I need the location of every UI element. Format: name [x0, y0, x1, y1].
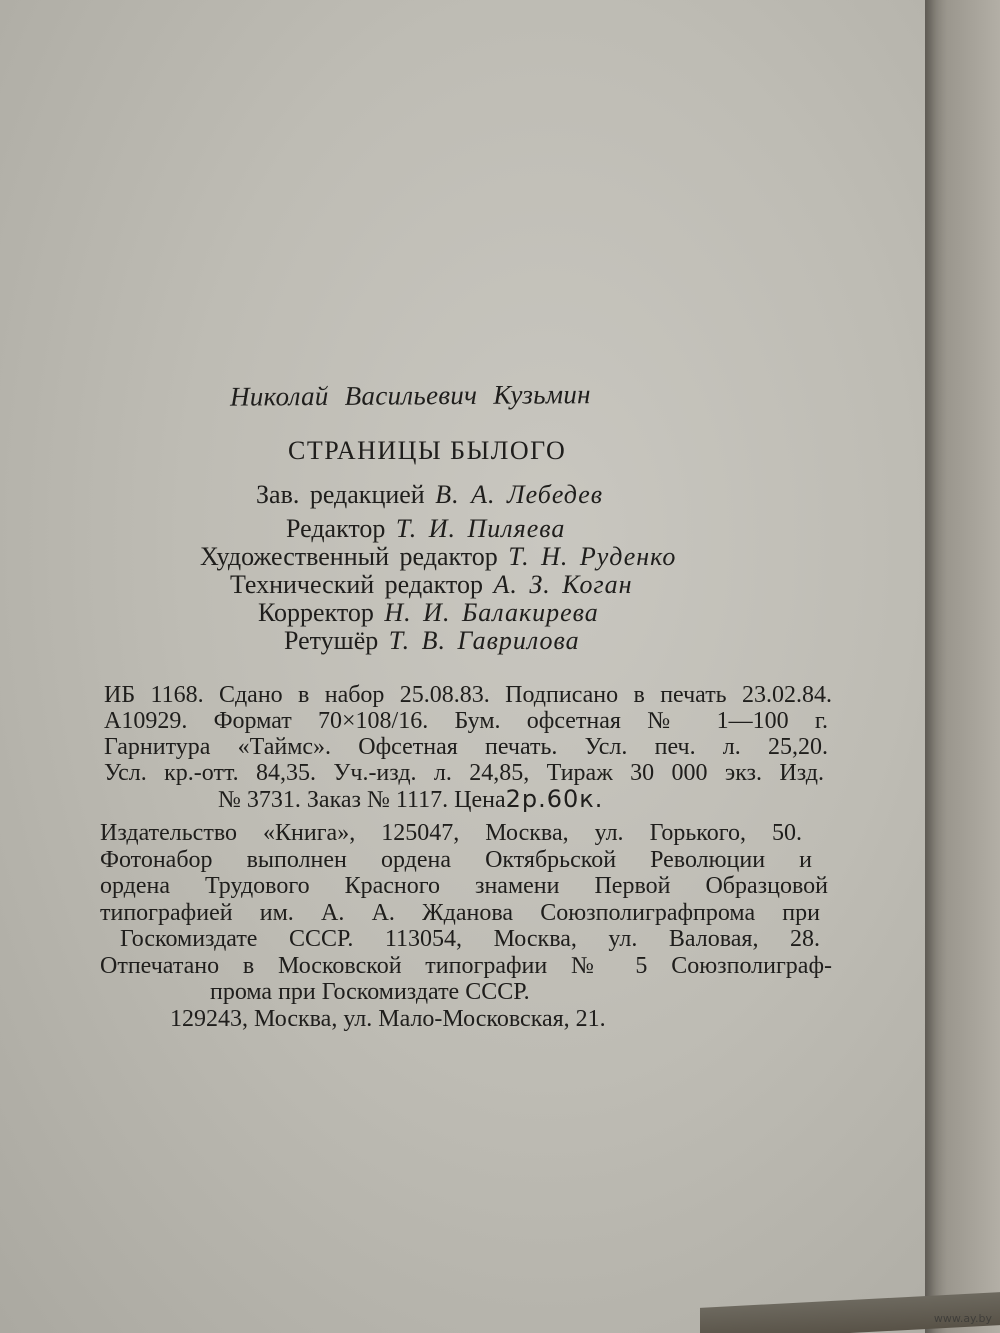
credit-line [284, 626, 580, 656]
publisher-line: Госкомиздате СССР. 113054, Москва, ул. Валовая, 28. [120, 926, 820, 952]
publisher-block [100, 820, 840, 1032]
credit-role: Ретушёр [284, 626, 379, 655]
imprint-line: ИБ 1168. Сдано в набор 25.08.83. Подписано в печать 23.02.84. [104, 682, 832, 708]
imprint-price-text: № 3731. Заказ № 1117. Цена [218, 787, 506, 813]
credit-line [256, 480, 603, 510]
publisher-line: типографией им. А. А. Жданова Союзполиграфпрома при [100, 899, 820, 926]
imprint-line: Усл. кр.-отт. 84,35. Уч.-изд. л. 24,85, Тираж 30 000 экз. Изд. [104, 760, 824, 786]
imprint-block [104, 682, 844, 813]
credit-role: Художественный редактор [200, 542, 498, 571]
imprint-line: А10929. Формат 70×108/16. Бум. офсетная № 1—100 г. [104, 708, 828, 734]
credit-name: Т. И. Пиляева [395, 514, 566, 543]
page-edge [925, 0, 1000, 1333]
credit-name: Н. И. Балакирева [384, 598, 599, 627]
publisher-line: прома при Госкомиздате СССР. [210, 979, 530, 1005]
publisher-line: Отпечатано в Московской типографии № 5 Союзполиграф- [100, 952, 832, 979]
credit-role: Корректор [258, 598, 374, 627]
author-name: Николай Васильевич Кузьмин [229, 379, 591, 412]
credit-role: Редактор [286, 514, 386, 543]
publisher-line: Фотонабор выполнен ордена Октябрьской Революции и [100, 846, 812, 873]
credit-role: Технический редактор [230, 570, 483, 599]
credit-line [258, 598, 599, 628]
credit-name: А. З. Коган [493, 570, 633, 599]
credit-line [200, 542, 676, 572]
book-title: СТРАНИЦЫ БЫЛОГО [288, 436, 567, 465]
credit-role: Зав. редакцией [256, 480, 425, 509]
watermark: www.ay.by [933, 1312, 992, 1325]
credit-name: Т. В. Гаврилова [388, 626, 580, 655]
credit-line [230, 570, 633, 600]
publisher-line: ордена Трудового Красного знамени Первой Образцовой [100, 873, 828, 899]
imprint-line: Гарнитура «Таймс». Офсетная печать. Усл. печ. л. 25,20. [104, 734, 828, 760]
imprint-line [104, 786, 844, 813]
credit-name: В. А. Лебедев [435, 480, 604, 509]
handwritten-price: 2р.60к. [505, 785, 604, 813]
publisher-line: Издательство «Книга», 125047, Москва, ул. Горького, 50. [100, 820, 802, 846]
credit-line [286, 514, 565, 544]
credit-name: Т. Н. Руденко [508, 542, 677, 571]
publisher-line: 129243, Москва, ул. Мало-Московская, 21. [170, 1005, 606, 1032]
